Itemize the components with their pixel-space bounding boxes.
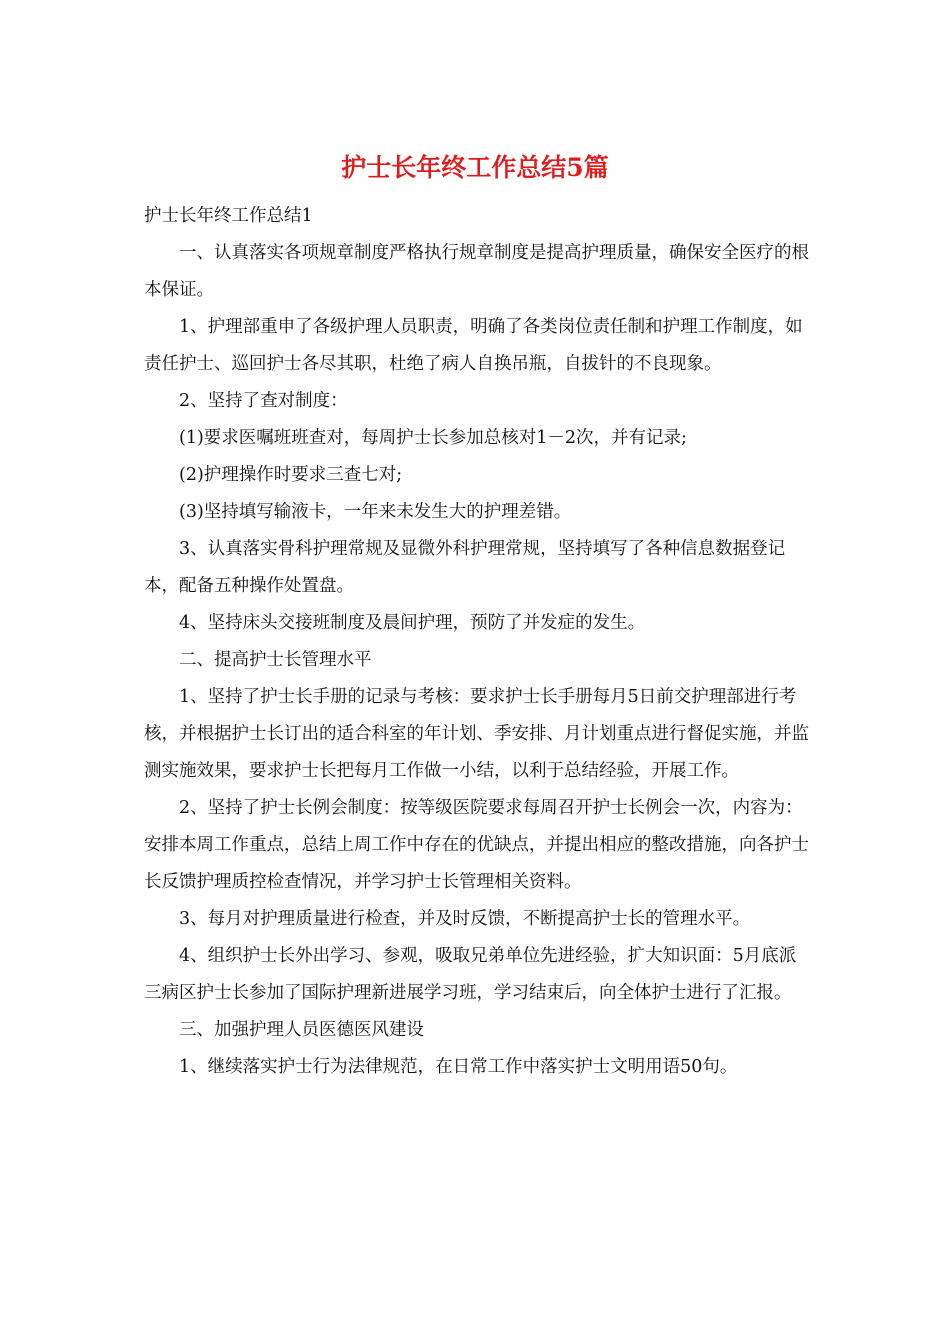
document-title: 护士长年终工作总结5篇 (341, 153, 609, 182)
paragraph: 三、加强护理人员医德医风建设 (179, 1020, 424, 1040)
document-body (144, 198, 809, 1086)
paragraph: (2)护理操作时要求三查七对; (179, 465, 403, 485)
paragraph: 1、继续落实护士行为法律规范，在日常工作中落实护士文明用语50句。 (179, 1057, 738, 1077)
paragraph: 4、组织护士长外出学习、参观，吸取兄弟单位先进经验，扩大知识面：5月底派三病区护士长参加了国际护理新进展学习班，学习结束后，向全体护士进行了汇报。 (144, 946, 797, 1003)
paragraph: 一、认真落实各项规章制度严格执行规章制度是提高护理质量，确保安全医疗的根本保证。 (144, 243, 809, 300)
section-heading: 护士长年终工作总结1 (144, 206, 313, 226)
paragraph: (1)要求医嘱班班查对，每周护士长参加总核对1－2次，并有记录; (179, 428, 687, 448)
paragraph: 2、坚持了查对制度： (179, 391, 348, 411)
paragraph: 1、护理部重申了各级护理人员职责，明确了各类岗位责任制和护理工作制度，如责任护士、巡回护士各尽其职，杜绝了病人自换吊瓶，自拔针的不良现象。 (144, 317, 803, 374)
paragraph: 4、坚持床头交接班制度及晨间护理，预防了并发症的发生。 (179, 613, 646, 633)
paragraph: 二、提高护士长管理水平 (179, 650, 372, 670)
paragraph: 1、坚持了护士长手册的记录与考核：要求护士长手册每月5日前交护理部进行考核，并根据护士长订出的适合科室的年计划、季安排、月计划重点进行督促实施，并监测实施效果，要求护士长把每月工作做一小结，以利于总结经验，开展工作。 (144, 687, 809, 781)
paragraph: 3、每月对护理质量进行检查，并及时反馈，不断提高护士长的管理水平。 (179, 909, 751, 929)
paragraph: (3)坚持填写输液卡，一年来未发生大的护理差错。 (179, 502, 572, 522)
paragraph: 3、认真落实骨科护理常规及显微外科护理常规，坚持填写了各种信息数据登记本，配备五种操作处置盘。 (144, 539, 786, 596)
paragraph: 2、坚持了护士长例会制度：按等级医院要求每周召开护士长例会一次，内容为：安排本周工作重点，总结上周工作中存在的优缺点，并提出相应的整改措施，向各护士长反馈护理质控检查情况，并学习护士长管理相关资料。 (144, 798, 809, 892)
